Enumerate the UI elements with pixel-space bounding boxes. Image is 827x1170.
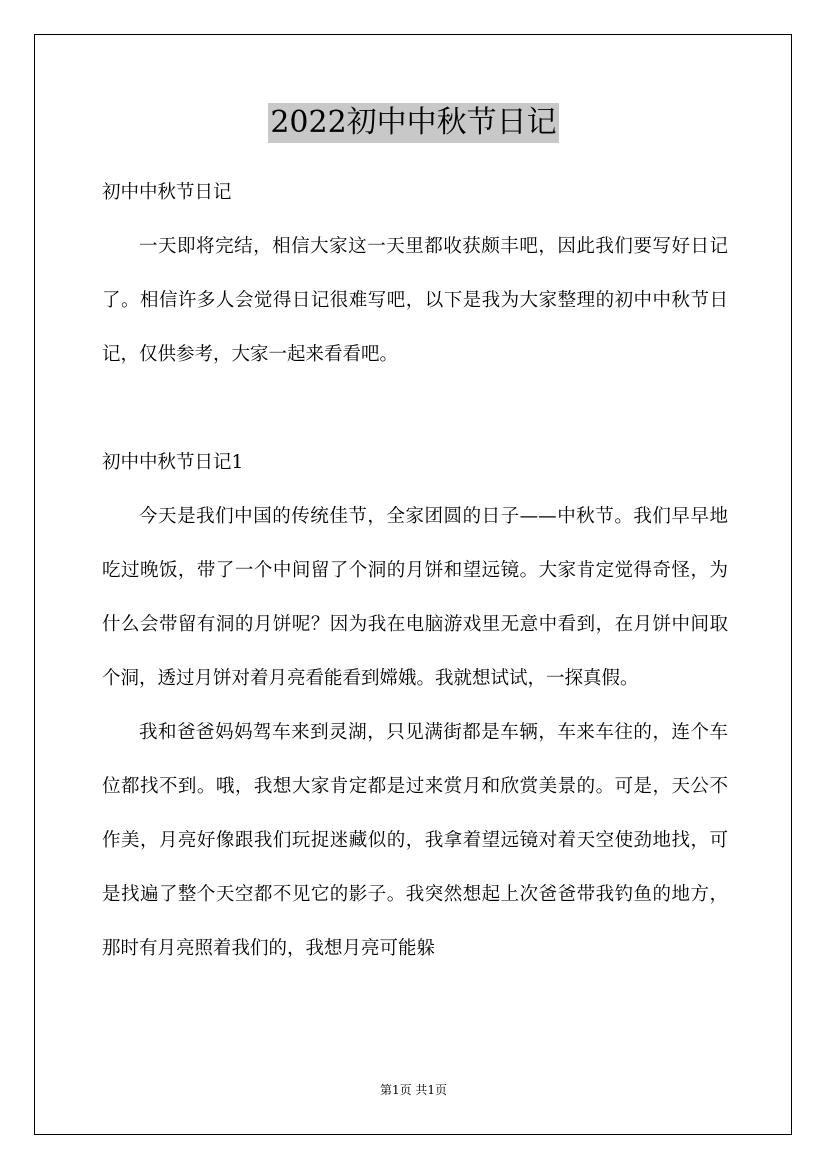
section-heading: 初中中秋节日记1 <box>102 452 244 473</box>
body-paragraph: 今天是我们中国的传统佳节，全家团圆的日子——中秋节。我们早早地吃过晚饭，带了一个中间留了个洞的月饼和望远镜。大家肯定觉得奇怪，为什么会带留有洞的月饼呢？因为我在电脑游戏里无意中看到，在月饼中间取个洞，透过月饼对着月亮看能看到嫦娥。我就想试试，一探真假。 <box>102 506 728 689</box>
intro-heading: 初中中秋节日记 <box>102 182 232 203</box>
title-container <box>0 103 827 143</box>
page-footer: 第1页 共1页 <box>379 1083 448 1097</box>
document-title: 2022初中中秋节日记 <box>268 103 558 143</box>
document-body <box>102 166 728 976</box>
paragraph-gap <box>102 382 728 436</box>
body-paragraph: 我和爸爸妈妈驾车来到灵湖，只见满街都是车辆，车来车往的，连个车位都找不到。哦，我想大家肯定都是过来赏月和欣赏美景的。可是，天公不作美，月亮好像跟我们玩捉迷藏似的，我拿着望远镜对着天空使劲地找，可是找遍了整个天空都不见它的影子。我突然想起上次爸爸带我钓鱼的地方，那时有月亮照着我们的，我想月亮可能躲 <box>102 722 728 959</box>
intro-paragraph: 一天即将完结，相信大家这一天里都收获颇丰吧，因此我们要写好日记了。相信许多人会觉得日记很难写吧，以下是我为大家整理的初中中秋节日记，仅供参考，大家一起来看看吧。 <box>102 236 728 365</box>
